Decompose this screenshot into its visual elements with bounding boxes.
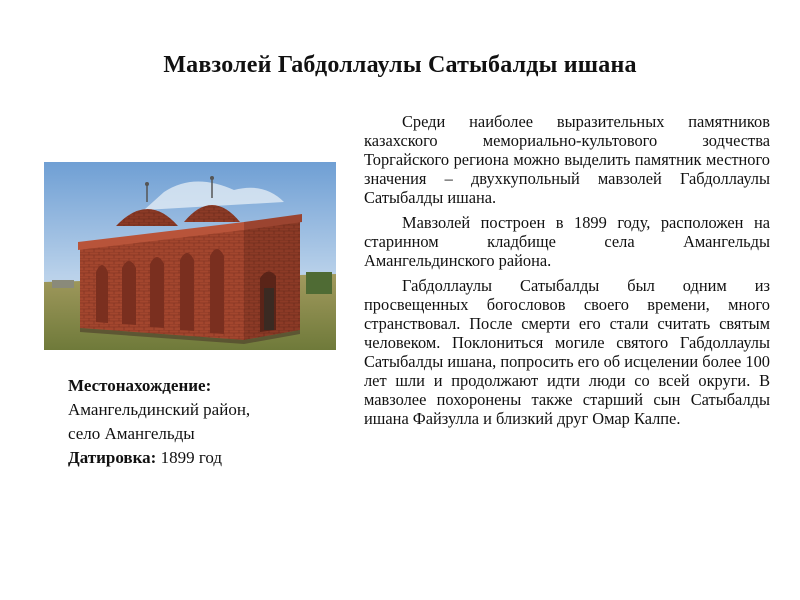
- date-row: [68, 446, 348, 470]
- location-label: Местонахождение:: [68, 376, 212, 395]
- location-line-1: Амангельдинский район,: [68, 400, 251, 419]
- date-label: Датировка:: [68, 448, 157, 467]
- description-text: [364, 112, 770, 434]
- paragraph-3: Габдоллаулы Сатыбалды был одним из просвещенных богословов своего времени, много странствовал. После смерти его стали считать святым человеком. Поклониться могиле святого Габдоллаулы Сатыбалды ишана, попросить его об исцелении более 100 лет шли и продолжают идти люди со всей округи. В мавзолее похоронены также старший сын Сатыбалды ишана Файзулла и близкий друг Омар Калпе.: [364, 276, 770, 428]
- paragraph-1: Среди наиболее выразительных памятников казахского мемориально-культового зодчества Торгайского региона можно выделить памятник местного значения – двухкупольный мавзолей Габдоллаулы Сатыбалды ишана.: [364, 112, 770, 207]
- date-value: 1899 год: [156, 448, 223, 467]
- location-line-2: село Амангельды: [68, 424, 195, 443]
- mausoleum-photo: [44, 162, 336, 350]
- paragraph-2: Мавзолей построен в 1899 году, расположен на старинном кладбище села Амангельды Амангельдинского района.: [364, 213, 770, 270]
- monument-info: [68, 374, 348, 470]
- slide-title: Мавзолей Габдоллаулы Сатыбалды ишана: [163, 52, 637, 78]
